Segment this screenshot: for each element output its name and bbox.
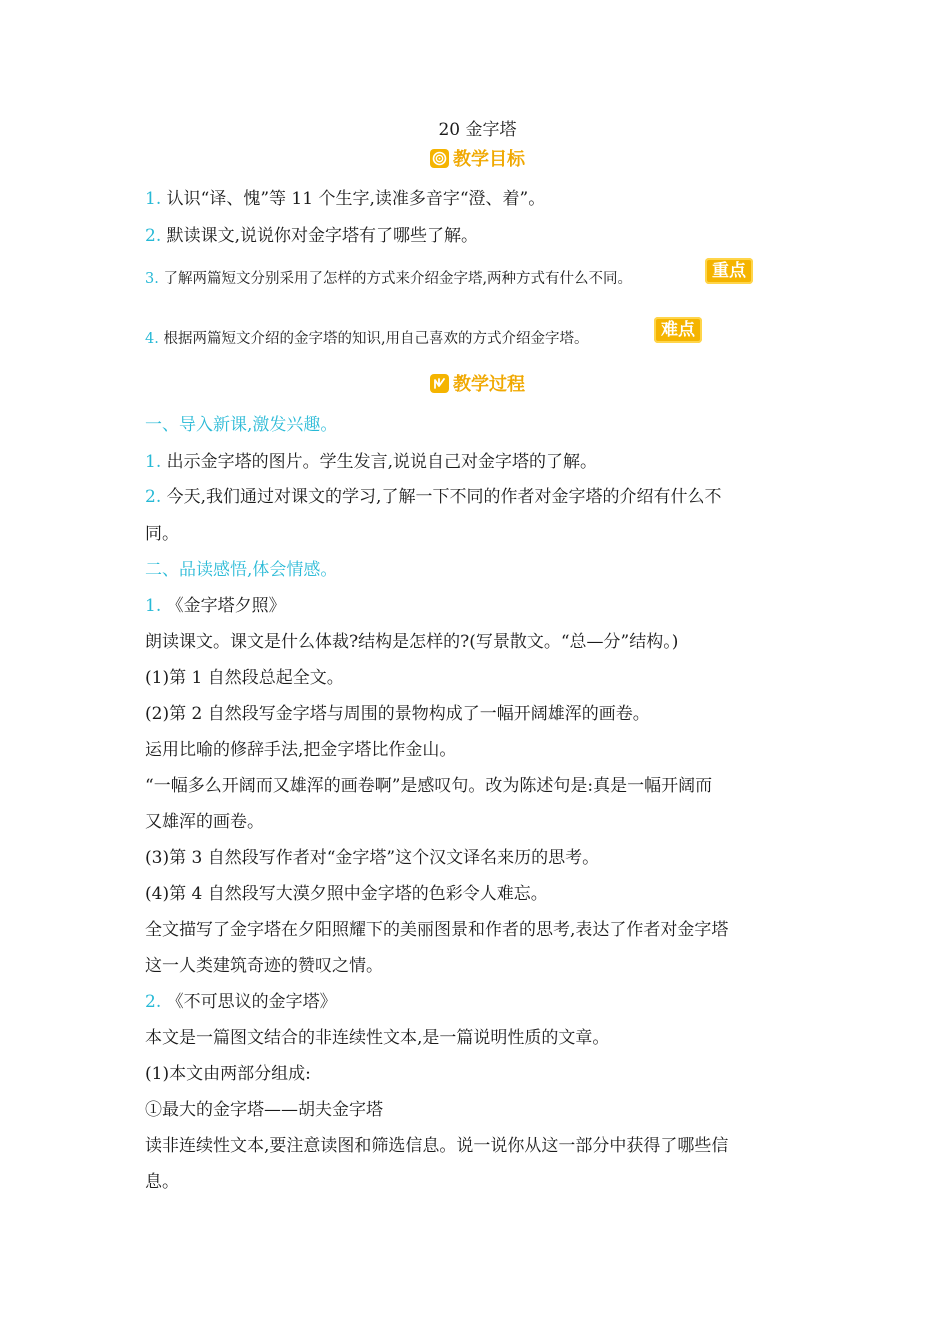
body-line: 全文描写了金字塔在夕阳照耀下的美丽图景和作者的思考,表达了作者对金字塔 — [145, 920, 729, 940]
part1-item: 1. 出示金字塔的图片。学生发言,说说自己对金字塔的了解。 — [145, 452, 598, 472]
body-line: (3)第 3 自然段写作者对“金字塔”这个汉文译名来历的思考。 — [145, 848, 600, 868]
body-line: 朗读课文。课文是什么体裁?结构是怎样的?(写景散文。“总—分”结构。) — [145, 632, 679, 652]
difficult-point-badge: 难点 — [654, 317, 702, 343]
part2-heading: 二、品读感悟,体会情感。 — [145, 560, 338, 580]
body-line: ①最大的金字塔——胡夫金字塔 — [145, 1100, 383, 1120]
process-heading-label: 教学过程 — [453, 374, 525, 395]
body-line: “一幅多么开阔而又雄浑的画卷啊”是感叹句。改为陈述句是:真是一幅开阔而 — [145, 776, 713, 796]
objective-item: 4. 根据两篇短文介绍的金字塔的知识,用自己喜欢的方式介绍金字塔。 — [145, 331, 589, 347]
process-heading — [145, 373, 810, 397]
objective-item: 1. 认识“译、愧”等 11 个生字,读准多音字“澄、着”。 — [145, 189, 546, 209]
body-line: 这一人类建筑奇迹的赞叹之情。 — [145, 956, 383, 976]
body-line: 运用比喻的修辞手法,把金字塔比作金山。 — [145, 740, 457, 760]
text-title: 2. 《不可思议的金字塔》 — [145, 992, 337, 1012]
objective-item: 2. 默读课文,说说你对金字塔有了哪些了解。 — [145, 226, 479, 246]
body-line: 又雄浑的画卷。 — [145, 812, 264, 832]
key-point-badge: 重点 — [705, 258, 753, 284]
body-line: (2)第 2 自然段写金字塔与周围的景物构成了一幅开阔雄浑的画卷。 — [145, 704, 650, 724]
body-line: (1)本文由两部分组成: — [145, 1064, 311, 1084]
body-line: (1)第 1 自然段总起全文。 — [145, 668, 344, 688]
objective-item: 3. 了解两篇短文分别采用了怎样的方式来介绍金字塔,两种方式有什么不同。 — [145, 271, 633, 287]
body-line: 息。 — [145, 1172, 179, 1192]
target-icon — [430, 149, 449, 168]
objectives-heading — [145, 148, 810, 172]
body-line: 本文是一篇图文结合的非连续性文本,是一篇说明性质的文章。 — [145, 1028, 610, 1048]
page-title: 20 金字塔 — [438, 120, 517, 140]
objectives-heading-label: 教学目标 — [453, 149, 525, 170]
body-line: 读非连续性文本,要注意读图和筛选信息。说一说你从这一部分中获得了哪些信 — [145, 1136, 729, 1156]
process-icon — [430, 374, 449, 393]
body-line: (4)第 4 自然段写大漠夕照中金字塔的色彩令人难忘。 — [145, 884, 548, 904]
part1-item: 2. 今天,我们通过对课文的学习,了解一下不同的作者对金字塔的介绍有什么不 — [145, 487, 722, 507]
part1-heading: 一、导入新课,激发兴趣。 — [145, 415, 338, 435]
part1-item-continuation: 同。 — [145, 524, 179, 544]
text-title: 1. 《金字塔夕照》 — [145, 596, 286, 616]
